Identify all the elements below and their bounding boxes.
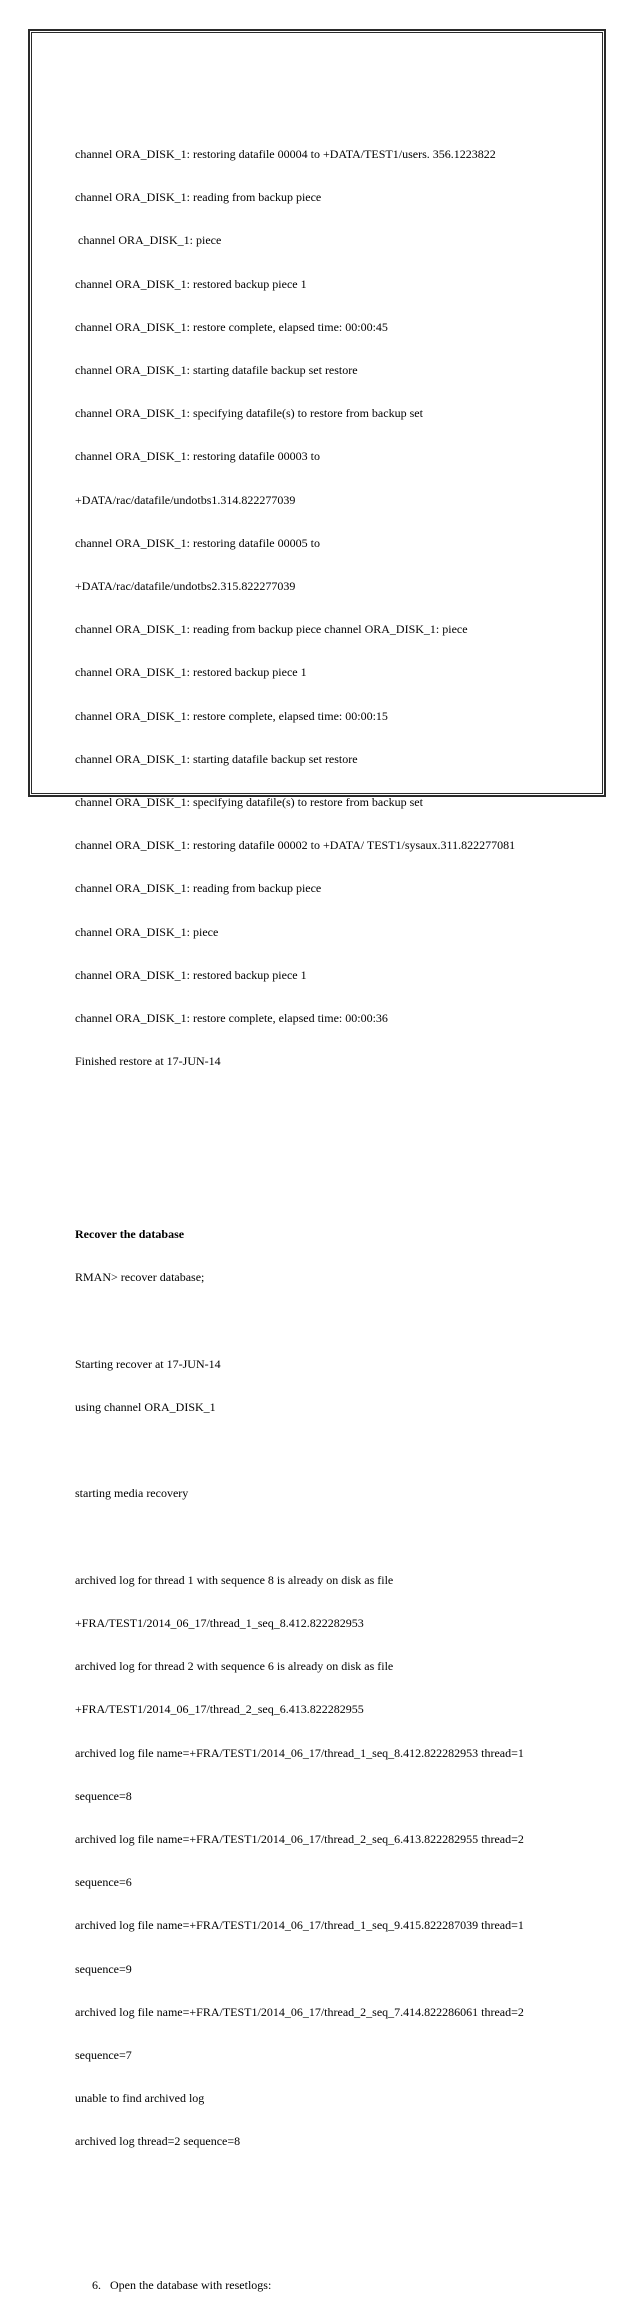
log-line: channel ORA_DISK_1: restoring datafile 00002 to +DATA/ TEST1/sysaux.311.822277081: [75, 838, 516, 853]
log-line: archived log file name=+FRA/TEST1/2014_06_17/thread_1_seq_9.415.822287039 thread=1: [75, 1918, 524, 1933]
log-line: archived log thread=2 sequence=8: [75, 2134, 241, 2149]
list-number: 6.: [92, 2278, 101, 2293]
rman-command: RMAN> recover database;: [75, 1270, 205, 1285]
log-line: archived log file name=+FRA/TEST1/2014_06_17/thread_2_seq_6.413.822282955 thread=2: [75, 1831, 524, 1846]
log-line: channel ORA_DISK_1: restored backup piece 1: [75, 967, 307, 982]
log-line: channel ORA_DISK_1: restore complete, elapsed time: 00:00:45: [75, 319, 388, 334]
spacer: [75, 1443, 575, 1457]
spacer: [75, 1141, 575, 1155]
log-line: channel ORA_DISK_1: specifying datafile(s) to restore from backup set: [75, 406, 423, 421]
log-line: +FRA/TEST1/2014_06_17/thread_2_seq_6.413.822282955: [75, 1702, 364, 1717]
log-line: archived log for thread 2 with sequence 6 is already on disk as file: [75, 1659, 394, 1674]
log-line: +FRA/TEST1/2014_06_17/thread_1_seq_8.412.822282953: [75, 1615, 364, 1630]
log-line: sequence=7: [75, 2048, 132, 2062]
log-line: +DATA/rac/datafile/undotbs2.315.822277039: [75, 579, 296, 594]
spacer: [75, 1530, 575, 1544]
spacer: [75, 1314, 575, 1328]
log-line: sequence=9: [75, 1961, 132, 1976]
log-line: channel ORA_DISK_1: restore complete, elapsed time: 00:00:15: [75, 708, 388, 723]
log-line: starting media recovery: [75, 1486, 189, 1501]
log-line: channel ORA_DISK_1: piece: [75, 233, 222, 248]
document-body: [75, 75, 575, 2322]
log-line: channel ORA_DISK_1: restored backup piece 1: [75, 665, 307, 680]
log-line: archived log file name=+FRA/TEST1/2014_06_17/thread_1_seq_8.412.822282953 thread=1: [75, 1745, 524, 1760]
spacer: [75, 2221, 575, 2235]
log-line: channel ORA_DISK_1: starting datafile backup set restore: [75, 751, 358, 766]
log-line: Finished restore at 17-JUN-14: [75, 1054, 221, 1069]
log-line: channel ORA_DISK_1: reading from backup piece channel ORA_DISK_1: piece: [75, 622, 468, 637]
log-line: sequence=8: [75, 1788, 132, 1803]
log-line: channel ORA_DISK_1: specifying datafile(s) to restore from backup set: [75, 795, 423, 810]
log-line: channel ORA_DISK_1: reading from backup piece: [75, 190, 322, 205]
log-line: channel ORA_DISK_1: piece: [75, 924, 219, 939]
log-line: channel ORA_DISK_1: restoring datafile 00004 to +DATA/TEST1/users. 356.1223822: [75, 147, 496, 162]
log-line: +DATA/rac/datafile/undotbs1.314.822277039: [75, 492, 296, 507]
restore-log-block: [75, 118, 575, 1097]
log-line: sequence=6: [75, 1875, 132, 1890]
log-line: channel ORA_DISK_1: starting datafile backup set restore: [75, 363, 358, 378]
log-line: channel ORA_DISK_1: reading from backup piece: [75, 881, 322, 896]
log-line: unable to find archived log: [75, 2091, 205, 2106]
recover-section: [75, 1198, 575, 2177]
log-line: using channel ORA_DISK_1: [75, 1399, 216, 1414]
log-line: channel ORA_DISK_1: restoring datafile 00005 to: [75, 535, 320, 550]
log-line: archived log file name=+FRA/TEST1/2014_06_17/thread_2_seq_7.414.822286061 thread=2: [75, 2004, 524, 2019]
log-line: channel ORA_DISK_1: restore complete, elapsed time: 00:00:36: [75, 1011, 388, 1026]
log-line: channel ORA_DISK_1: restoring datafile 00003 to: [75, 449, 320, 464]
step-6-list-item: [75, 2278, 575, 2292]
log-line: channel ORA_DISK_1: restored backup piece 1: [75, 276, 307, 291]
log-line: Starting recover at 17-JUN-14: [75, 1356, 221, 1371]
list-text: Open the database with resetlogs:: [110, 2278, 272, 2293]
log-line: archived log for thread 1 with sequence 8 is already on disk as file: [75, 1572, 394, 1587]
section-heading: Recover the database: [75, 1227, 185, 1242]
